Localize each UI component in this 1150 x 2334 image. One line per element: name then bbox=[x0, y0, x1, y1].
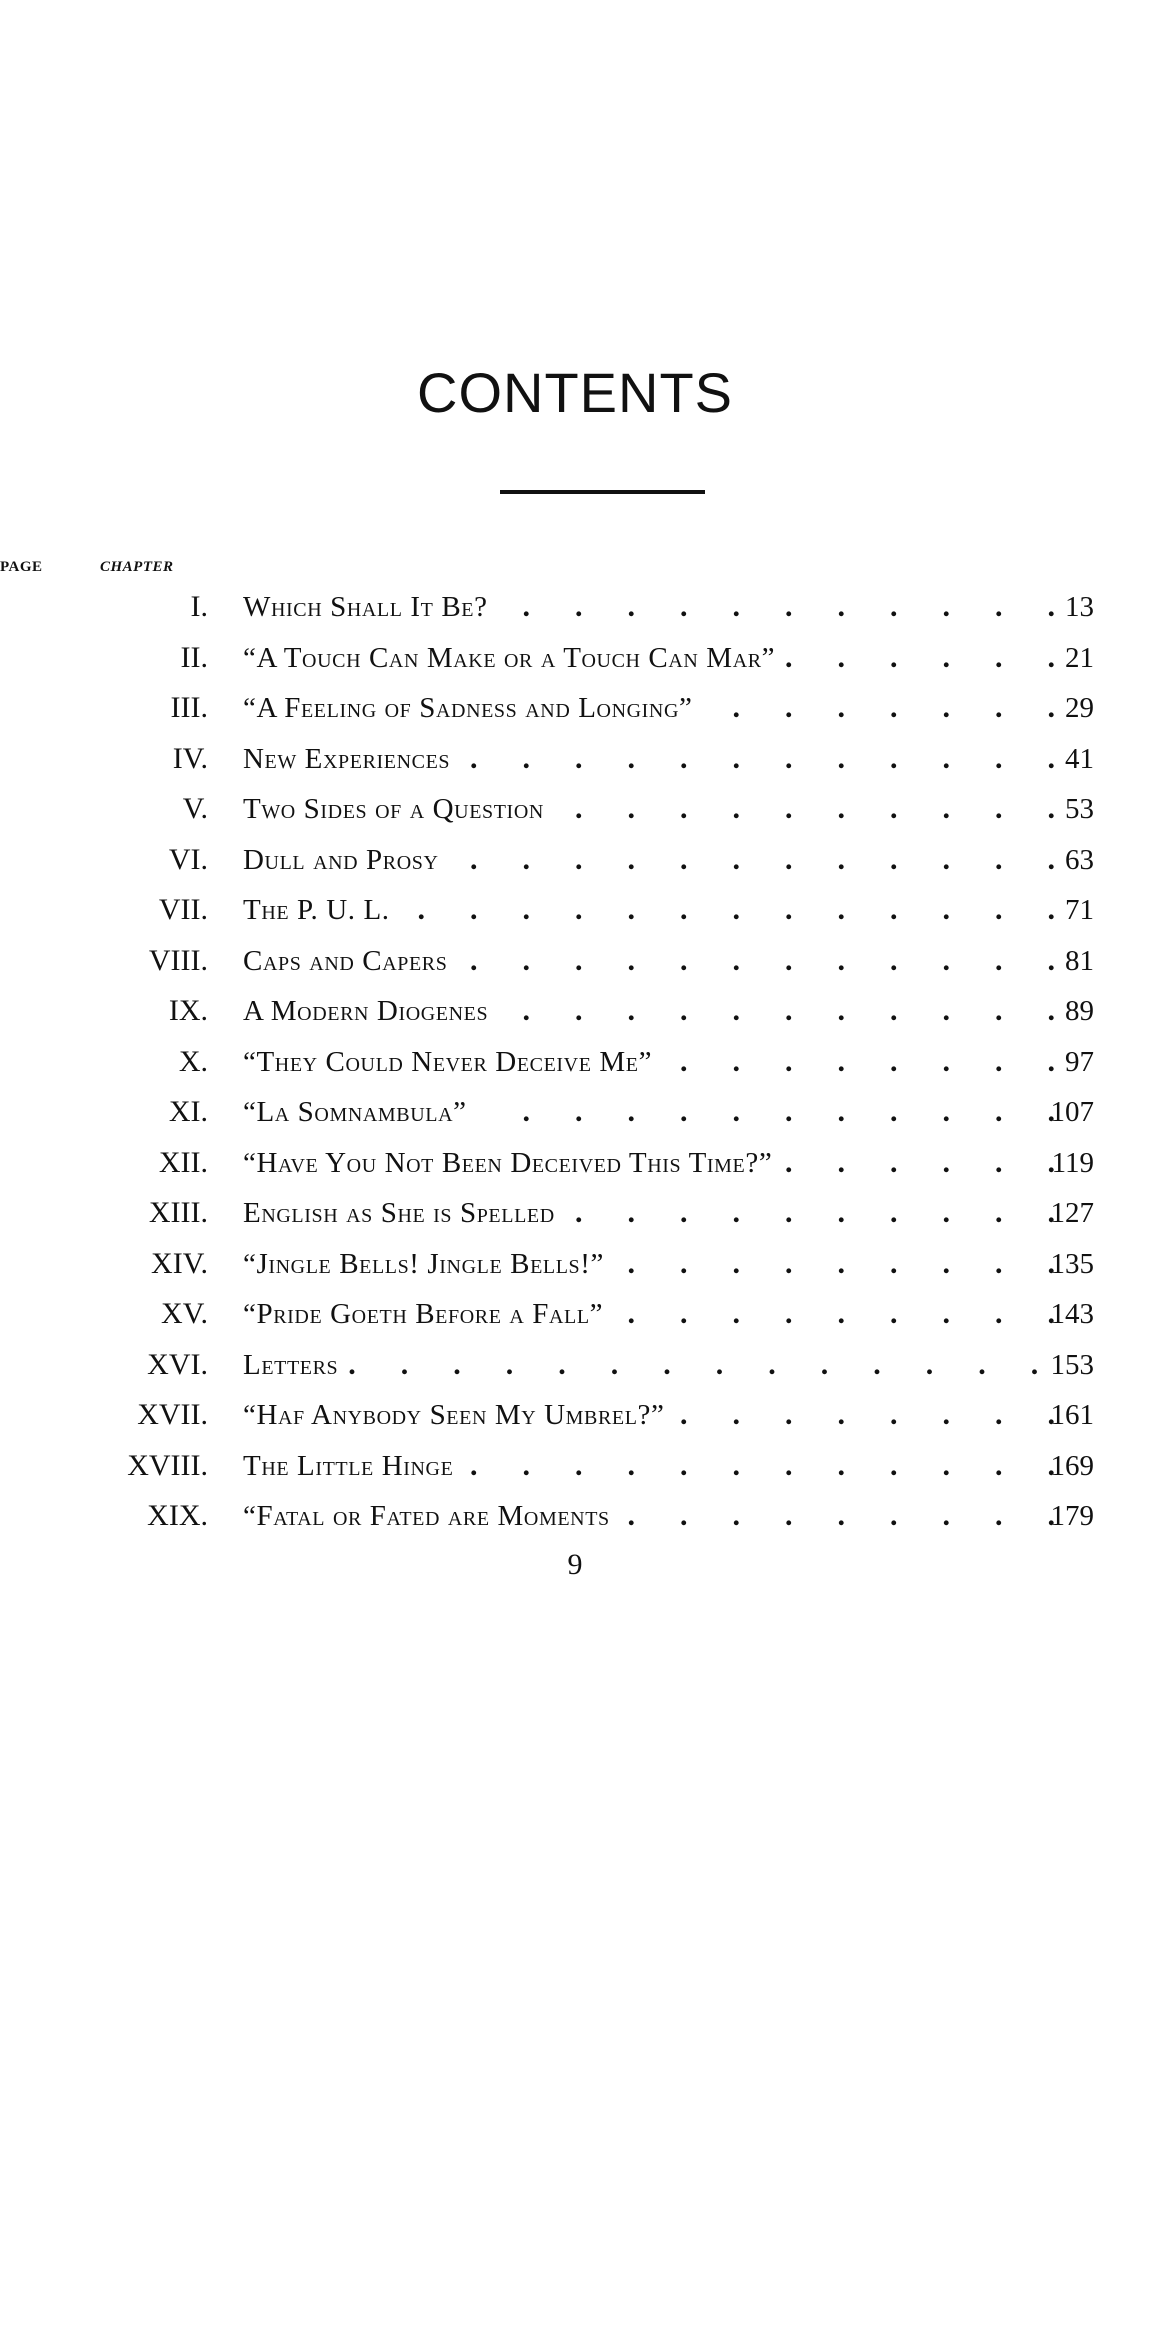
toc-entry bbox=[0, 1491, 1150, 1542]
toc-entry bbox=[0, 1138, 1150, 1189]
chapter-title-line bbox=[243, 1087, 1055, 1137]
chapter-title-line bbox=[243, 835, 1055, 885]
chapter-page-number: 71 bbox=[1065, 894, 1094, 926]
chapter-page-number: 89 bbox=[1065, 995, 1094, 1027]
chapter-title-line bbox=[243, 582, 1055, 632]
chapter-page-number: 119 bbox=[1051, 1146, 1094, 1179]
chapter-number: XVI. bbox=[147, 1347, 208, 1381]
page-title: CONTENTS bbox=[417, 361, 733, 424]
chapter-number: VI. bbox=[168, 842, 208, 876]
chapter-title: “Jingle Bells! Jingle Bells!” bbox=[243, 1247, 604, 1280]
chapter-title-line bbox=[243, 1188, 1055, 1238]
table-of-contents bbox=[0, 582, 1150, 1542]
chapter-number: XVIII. bbox=[127, 1448, 208, 1482]
chapter-title-line bbox=[243, 1289, 1055, 1339]
chapter-number: X. bbox=[178, 1044, 208, 1078]
chapter-number: II. bbox=[180, 640, 208, 674]
toc-entry bbox=[0, 1239, 1150, 1290]
chapter-page-number: 21 bbox=[1065, 641, 1094, 674]
chapter-title-line bbox=[243, 1239, 1055, 1289]
toc-entry bbox=[0, 986, 1150, 1037]
chapter-title: Caps and Capers bbox=[243, 944, 448, 977]
toc-entry bbox=[0, 1340, 1150, 1391]
chapter-title-line bbox=[243, 885, 1055, 935]
toc-entry bbox=[0, 784, 1150, 835]
chapter-title: “A Feeling of Sadness and Longing” bbox=[243, 692, 693, 724]
dot-leader bbox=[457, 936, 1055, 986]
chapter-page-number: 97 bbox=[1065, 1045, 1094, 1078]
chapter-number: XIII. bbox=[148, 1196, 208, 1229]
chapter-title: “Have You Not Been Deceived This Time?” bbox=[243, 1146, 773, 1179]
toc-entry bbox=[0, 734, 1150, 785]
dot-leader bbox=[614, 1239, 1055, 1289]
chapter-title-line bbox=[243, 633, 1055, 683]
page-column-header: PAGE bbox=[0, 559, 43, 575]
chapter-number: VIII. bbox=[148, 943, 208, 977]
chapter-page-number: 53 bbox=[1065, 793, 1094, 825]
chapter-title: “They Could Never Deceive Me” bbox=[243, 1045, 653, 1078]
chapter-page-number: 29 bbox=[1065, 692, 1094, 724]
dot-leader bbox=[613, 1289, 1055, 1339]
chapter-title-line bbox=[243, 1340, 1055, 1390]
chapter-number: XIV. bbox=[151, 1246, 208, 1280]
chapter-number: IX. bbox=[168, 994, 208, 1027]
dot-leader bbox=[463, 1441, 1055, 1491]
chapter-page-number: 135 bbox=[1050, 1247, 1094, 1280]
chapter-page-number: 13 bbox=[1065, 591, 1094, 623]
dot-leader bbox=[498, 986, 1055, 1036]
chapter-title: “Fatal or Fated are Moments bbox=[243, 1500, 610, 1532]
chapter-title: The Little Hinge bbox=[243, 1449, 454, 1482]
chapter-title-line bbox=[243, 1441, 1055, 1491]
dot-leader bbox=[662, 1037, 1055, 1087]
toc-entry bbox=[0, 1441, 1150, 1492]
dot-leader bbox=[348, 1340, 1055, 1390]
chapter-title-line bbox=[243, 1037, 1055, 1087]
chapter-title: Dull and Prosy bbox=[243, 843, 439, 876]
chapter-number: XII. bbox=[158, 1145, 208, 1179]
chapter-title-line bbox=[243, 1491, 1055, 1541]
chapter-column-header: CHAPTER bbox=[100, 559, 174, 575]
page-number: 9 bbox=[567, 1548, 583, 1581]
chapter-page-number: 107 bbox=[1050, 1096, 1094, 1128]
chapter-page-number: 127 bbox=[1050, 1197, 1094, 1229]
chapter-title: “Haf Anybody Seen My Umbrel?” bbox=[243, 1399, 665, 1431]
chapter-title: New Experiences bbox=[243, 742, 451, 775]
dot-leader bbox=[620, 1491, 1055, 1541]
chapter-title: English as She is Spelled bbox=[243, 1197, 555, 1229]
dot-leader bbox=[675, 1390, 1056, 1440]
chapter-title: Letters bbox=[243, 1348, 339, 1381]
chapter-page-number: 179 bbox=[1050, 1500, 1094, 1532]
chapter-number: VII. bbox=[158, 893, 208, 926]
chapter-number: I. bbox=[190, 590, 208, 623]
chapter-number: XV. bbox=[161, 1297, 208, 1330]
chapter-page-number: 153 bbox=[1050, 1348, 1094, 1381]
chapter-title: Which Shall It Be? bbox=[243, 591, 488, 623]
dot-leader bbox=[477, 1087, 1055, 1137]
toc-entry bbox=[0, 582, 1150, 633]
chapter-page-number: 63 bbox=[1065, 843, 1094, 876]
chapter-title: A Modern Diogenes bbox=[243, 995, 489, 1027]
toc-entry bbox=[0, 885, 1150, 936]
dot-leader bbox=[400, 885, 1055, 935]
chapter-title: Two Sides of a Question bbox=[243, 793, 544, 825]
dot-leader bbox=[449, 835, 1055, 885]
dot-leader bbox=[554, 784, 1055, 834]
dot-leader bbox=[785, 633, 1055, 683]
chapter-number: IV. bbox=[172, 741, 208, 775]
toc-entry bbox=[0, 1087, 1150, 1138]
chapter-page-number: 143 bbox=[1050, 1298, 1094, 1330]
toc-entry bbox=[0, 683, 1150, 734]
chapter-page-number: 161 bbox=[1050, 1399, 1094, 1431]
chapter-number: XI. bbox=[168, 1095, 208, 1128]
toc-entry bbox=[0, 1188, 1150, 1239]
toc-entry bbox=[0, 633, 1150, 684]
toc-entry bbox=[0, 1390, 1150, 1441]
dot-leader bbox=[498, 582, 1055, 632]
chapter-title-line bbox=[243, 784, 1055, 834]
chapter-number: V. bbox=[182, 792, 208, 825]
chapter-title-line bbox=[243, 1138, 1055, 1188]
chapter-number: XIX. bbox=[147, 1499, 208, 1532]
chapter-title: “Pride Goeth Before a Fall” bbox=[243, 1298, 604, 1330]
toc-entry bbox=[0, 835, 1150, 886]
chapter-page-number: 41 bbox=[1065, 742, 1094, 775]
chapter-page-number: 81 bbox=[1065, 944, 1094, 977]
toc-entry bbox=[0, 936, 1150, 987]
dot-leader bbox=[460, 734, 1055, 784]
chapter-title: “A Touch Can Make or a Touch Can Mar” bbox=[243, 641, 776, 674]
chapter-title: “La Somnambula” bbox=[243, 1096, 467, 1128]
chapter-page-number: 169 bbox=[1050, 1449, 1094, 1482]
dot-leader bbox=[782, 1138, 1055, 1188]
chapter-title-line bbox=[243, 936, 1055, 986]
chapter-number: III. bbox=[170, 691, 208, 724]
chapter-title-line bbox=[243, 683, 1055, 733]
chapter-title: The P. U. L. bbox=[243, 894, 390, 926]
toc-entry bbox=[0, 1289, 1150, 1340]
dot-leader bbox=[702, 683, 1055, 733]
chapter-title-line bbox=[243, 1390, 1055, 1440]
title-rule-divider bbox=[500, 490, 705, 494]
chapter-title-line bbox=[243, 986, 1055, 1036]
chapter-title-line bbox=[243, 734, 1055, 784]
chapter-number: XVII. bbox=[137, 1398, 208, 1431]
dot-leader bbox=[565, 1188, 1055, 1238]
toc-entry bbox=[0, 1037, 1150, 1088]
